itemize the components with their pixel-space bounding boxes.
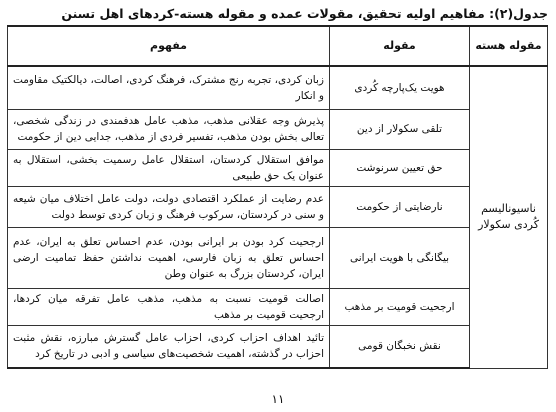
concept-cell: عدم رضایت از عملکرد اقتصادی دولت، دولت عامل اختلاف میان شیعه و سنی در کردستان، سرکوب فرهنگ و زبان کردی توسط دولت <box>8 186 330 227</box>
category-cell: تلقی سکولار از دین <box>330 109 470 149</box>
table-row <box>8 288 548 325</box>
concept-cell: موافق استقلال کردستان، استقلال عامل رسمیت بخشی، استقلال به عنوان یک حق طبیعی <box>8 149 330 186</box>
table-row <box>8 149 548 186</box>
table-row <box>8 186 548 227</box>
concept-cell: اصالت قومیت نسبت به مذهب، مذهب عامل تفرقه میان کردها، ارجحیت قومیت بر مذهب <box>8 288 330 325</box>
page-number: ۱۱ <box>271 392 285 406</box>
category-cell: حق تعیین سرنوشت <box>330 149 470 186</box>
header-core-category: مقوله هسته <box>470 26 548 66</box>
table-row <box>8 227 548 288</box>
concept-cell: تائید اهداف احزاب کردی، احزاب عامل گسترش مبارزه، نقش مثبت احزاب در گذشته، اهمیت شخصیت‌های سیاسی و ادبی در تاریخ کرد <box>8 325 330 368</box>
table-caption: جدول(۲): مفاهیم اولیه تحقیق، مقولات عمده و مقوله هسته-کردهای اهل تسنن <box>61 6 548 21</box>
category-cell: ارجحیت قومیت بر مذهب <box>330 288 470 325</box>
header-concept: مفهوم <box>8 26 330 66</box>
concept-cell: ارجحیت کرد بودن بر ایرانی بودن، عدم احساس تعلق به ایران، عدم احساس تعلق به زبان فارسی، اهمیت نداشتن حفظ تمامیت ارضی ایران، کردستان بزرگ به عنوان وطن <box>8 227 330 288</box>
core-category-cell: ناسیونالیسم کُردی سکولار <box>470 66 548 368</box>
table-row <box>8 109 548 149</box>
table-header-row <box>8 26 548 66</box>
category-cell: نقش نخبگان قومی <box>330 325 470 368</box>
table-row <box>8 66 548 109</box>
concept-cell: پذیرش وجه عقلانی مذهب، مذهب عامل هدفمندی در زندگی شخصی، تعالی بخش بودن مذهب، تفسیر فردی از مذهب، جدایی دین از حکومت <box>8 109 330 149</box>
category-cell: بیگانگی با هویت ایرانی <box>330 227 470 288</box>
category-cell: نارضایتی از حکومت <box>330 186 470 227</box>
concepts-table <box>7 25 548 369</box>
header-category: مقوله <box>330 26 470 66</box>
category-cell: هویت یک‌پارچه کُردی <box>330 66 470 109</box>
concept-cell: زبان کردی، تجربه رنج مشترک، فرهنگ کردی، اصالت، دیالکتیک مقاومت و انکار <box>8 66 330 109</box>
table-row <box>8 325 548 368</box>
